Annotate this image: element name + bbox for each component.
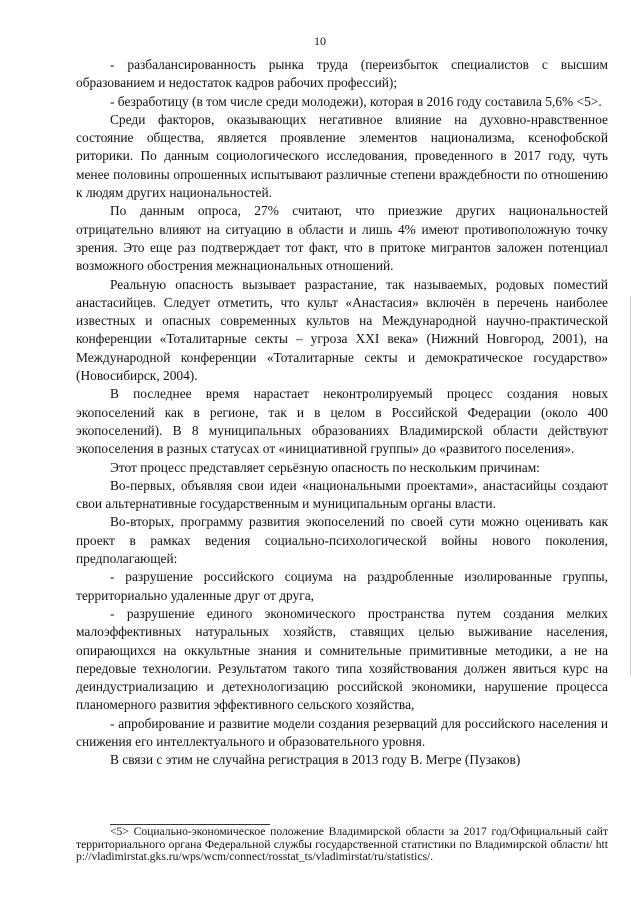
body-text	[76, 56, 608, 770]
list-item-society-destruction: - разрушение российского социума на раздробленные изолированные группы, территориально удаленные друг от друга,	[76, 569, 608, 603]
paragraph-first-reason: Во-первых, объявляя свои идеи «национальными проектами», анастасийцы создают свои альтернативные государственным и муниципальным органы власти.	[76, 477, 608, 512]
footnote	[76, 826, 608, 864]
paragraph-labor-market: - разбалансированность рынка труда (переизбыток специалистов с высшим образованием и недостаток кадров рабочих профессий);	[76, 57, 608, 91]
footnote-text: <5> Социально-экономическое положение Владимирской области за 2017 год/Официальный сайт территориального органа Федеральной службы государственной статистики по Владимирской области/	[76, 825, 608, 851]
list-item-reservations: - апробирование и развитие модели создания резерваций для российского населения и снижения его интеллектуального и образовательного уровня.	[76, 715, 608, 749]
paragraph-negative-factors: Среди факторов, оказывающих негативное влияние на духовно-нравственное состояние общества, является проявление элементов национализма, ксенофобской риторики. По данным социологического исследования, проведенного в 2017 году, чуть менее половины опрошенных испытывают различные степени враждебности по отношению к людям других национальностей.	[76, 111, 608, 201]
paragraph-registration: В связи с этим не случайна регистрация в 2013 году В. Мегре (Пузаков)	[110, 752, 521, 768]
scan-edge-mark	[630, 296, 631, 676]
paragraph-survey-results: По данным опроса, 27% считают, что приезжие других национальностей отрицательно влияют на ситуацию в области и лишь 4% имеют противоположную точку зрения. Это еще раз подтверждает тот факт, что в притоке мигрантов заложен потенциал возможного обострения межнациональных отношений.	[76, 203, 608, 274]
list-item-economy-destruction: - разрушение единого экономического пространства путем создания мелких малоэффективных натуральных хозяйств, ставящих целью выживание населения, опирающихся на оккультные знания и сомнительные примитивные методики, а не на передовые технологии. Результатом такого типа хозяйствования должен явиться курс на деиндустриализацию и детехнологизацию российской экономики, нарушение процесса планомерного развития эффективного сельского хозяйства,	[76, 605, 608, 713]
paragraph-danger-intro: Этот процесс представляет серьёзную опасность по нескольким причинам:	[110, 459, 540, 475]
paragraph-anastasia-cult: Реальную опасность вызывает разрастание, так называемых, родовых поместий анастасийцев. Следует отметить, что культ «Анастасия» включён в перечень наиболее известных и опасных современных культов на Международной научно-практической конференции «Тоталитарные секты – угроза XXI века» (Нижний Новгород, 2001), на Международной конференции «Тоталитарные секты и демократическое государство» (Новосибирск, 2004).	[76, 276, 608, 384]
paragraph-ecovillages: В последнее время нарастает неконтролируемый процесс создания новых экопоселений как в регионе, так и в целом в Российской Федерации (около 400 экопоселений). В 8 муниципальных образованиях Владимирской области действуют экопоселения в разных статусах от «инициативной группы» до «развитого поселения».	[76, 386, 608, 457]
paragraph-unemployment: - безработицу (в том числе среди молодежи), которая в 2016 году составила 5,6% <5>.	[110, 93, 602, 109]
paragraph-second-reason: Во-вторых, программу развития экопоселений по своей сути можно оценивать как проект в рамках ведения социально-психологической войны нового поколения, предполагающей:	[76, 514, 608, 567]
footnote-url[interactable]: http://vladimirstat.gks.ru/wps/wcm/connect/rosstat_ts/vladimirstat/ru/statistics/.	[76, 837, 608, 864]
page-number: 10	[314, 34, 326, 48]
